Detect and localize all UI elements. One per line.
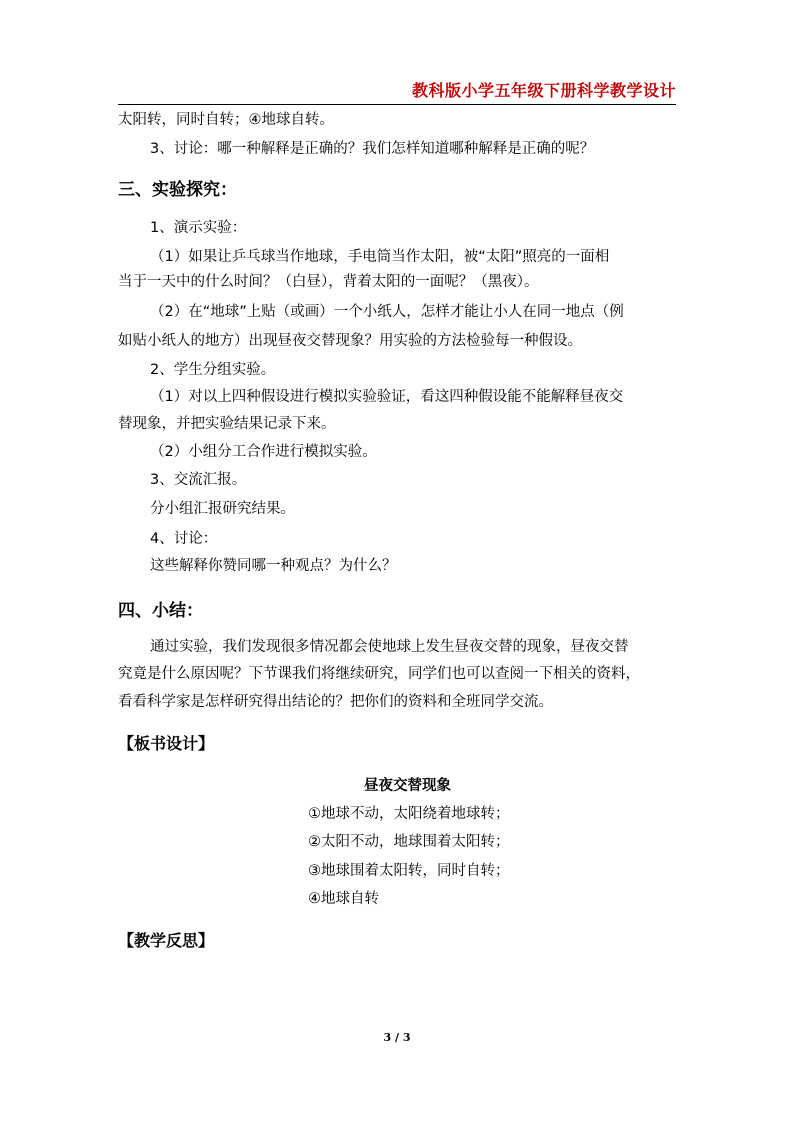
board-item: ③地球围着太阳转，同时自转；: [308, 863, 510, 879]
text-line: 3、讨论：哪一种解释是正确的？我们怎样知道哪种解释是正确的呢？: [150, 141, 595, 157]
text-line: 1、演示实验：: [150, 220, 247, 236]
text-line: 究竟是什么原因呢？下节课我们将继续研究，同学们也可以查阅一下相关的资料，: [118, 666, 640, 682]
text-line: 太阳转，同时自转；④地球自转。: [118, 112, 334, 128]
section-heading: 三、实验探究：: [118, 180, 237, 200]
reflection-heading: 【教学反思】: [118, 931, 215, 950]
text-line: 如贴小纸人的地方）出现昼夜交替现象？用实验的方法检验每一种假设。: [118, 333, 582, 349]
text-line: （1）对以上四种假设进行模拟实验验证，看这四种假设能不能解释昼夜交: [150, 389, 624, 405]
board-title: 昼夜交替现象: [364, 777, 451, 794]
text-line: 4、讨论：: [150, 531, 218, 547]
text-line: （2）在“地球”上贴（或画）一个小纸人，怎样才能让小人在同一地点（例: [150, 304, 624, 320]
text-line: 替现象，并把实验结果记录下来。: [118, 416, 336, 432]
text-line: （1）如果让乒乓球当作地球，手电筒当作太阳，被“太阳”照亮的一面相: [150, 249, 610, 265]
board-heading: 【板书设计】: [118, 734, 215, 753]
text-line: （2）小组分工合作进行模拟实验。: [150, 444, 377, 460]
section-heading: 四、小结：: [118, 601, 203, 621]
board-item: ①地球不动，太阳绕着地球转；: [308, 806, 510, 822]
text-line: 2、学生分组实验。: [150, 362, 276, 378]
header-title: 教科版小学五年级下册科学教学设计: [411, 81, 676, 100]
text-line: 看看科学家是怎样研究得出结论的？把你们的资料和全班同学交流。: [118, 694, 553, 710]
text-line: 通过实验，我们发现很多情况都会使地球上发生昼夜交替的现象，昼夜交替: [150, 639, 629, 655]
text-line: 这些解释你赞同哪一种观点？为什么？: [150, 558, 397, 574]
board-item: ②太阳不动，地球围着太阳转；: [308, 834, 510, 850]
text-line: 3、交流汇报。: [150, 472, 247, 488]
text-line: 当于一天中的什么时间？（白昼），背着太阳的一面呢？（黑夜）。: [118, 274, 539, 290]
page-header: [118, 78, 676, 105]
board-item: ④地球自转: [308, 891, 379, 907]
page-number: 3 / 3: [383, 1031, 411, 1044]
text-line: 分小组汇报研究结果。: [150, 501, 295, 517]
